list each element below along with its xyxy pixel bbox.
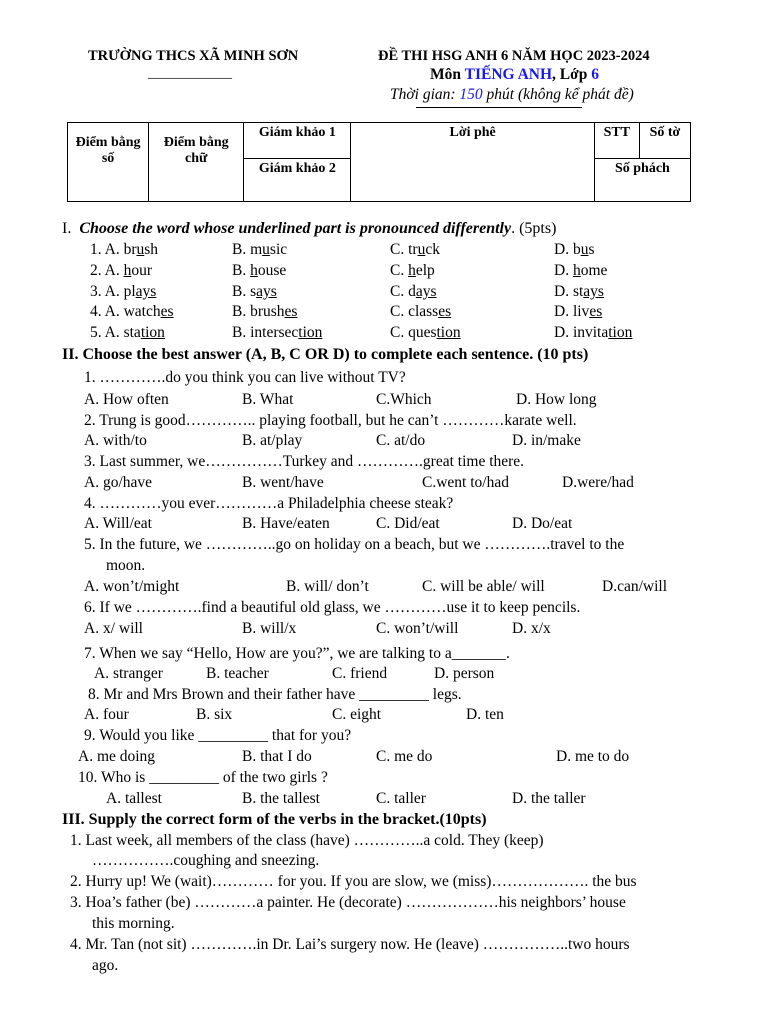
section-1-row-4-option-c: C. classes [390,303,452,320]
q6-option-b: B. will/x [242,620,297,637]
section-1-row-4-option-b: B. brushes [232,303,298,320]
q4-text: 4. …………you ever…………a Philadelphia cheese steak? [84,495,454,512]
section-1-heading [62,220,556,238]
score-number-cell: Điểm bằng số [68,123,149,202]
s3-item-4-cont: ago. [92,957,119,974]
section-1-title: Choose the word whose underlined part is pronounced differently [79,220,512,237]
q6-option-d: D. x/x [512,620,551,637]
time-value: 150 [459,86,483,103]
q1-option-c: C.Which [376,391,432,408]
s3-item-3: 3. Hoa’s father (be) …………a painter. He (decorate) ………………his neighbors’ house [70,894,626,911]
score-text-cell: Điểm bằng chữ [149,123,244,202]
section-1-row-3 [0,283,768,304]
section-1-row-2-option-a: 2. A. hour [90,262,153,279]
section-1-row-3-option-c: C. days [390,283,437,300]
q2-option-b: B. at/play [242,432,303,449]
q1-options [0,391,768,412]
time-prefix: Thời gian: [390,86,460,103]
section-1-points: . (5pts) [511,220,557,237]
grade-table [67,122,691,202]
section-1-row-3-option-a: 3. A. plays [90,283,157,300]
q5-text-cont: moon. [106,557,146,574]
q2-option-c: C. at/do [376,432,426,449]
q1-option-b: B. What [242,391,294,408]
subject-mid: , Lớp [552,66,592,83]
s3-item-1: 1. Last week, all members of the class (have) …………..a cold. They (keep) [70,832,544,849]
q3-text: 3. Last summer, we……………Turkey and ………….great time there. [84,453,525,470]
q1-text: 1. ………….do you think you can live without TV? [84,369,406,386]
school-name: TRƯỜNG THCS XÃ MINH SƠN [88,48,299,64]
section-1-numeral: I. [62,220,72,237]
section-1-row-4-option-a: 4. A. watches [90,303,174,320]
q8-options [0,706,768,727]
q6-option-a: A. x/ will [84,620,143,637]
q5-option-c: C. will be able/ will [422,578,545,595]
section-2-heading: II. Choose the best answer (A, B, C OR D) to complete each sentence. (10 pts) [62,346,589,363]
s3-item-1-cont: …………….coughing and sneezing. [92,852,320,869]
section-1-row-5-option-c: C. question [390,324,461,341]
time-line [390,86,634,104]
q7-option-b: B. teacher [206,665,269,682]
school-underline: ____________ [148,66,232,81]
q4-option-a: A. Will/eat [84,515,152,532]
q10-option-c: C. taller [376,790,426,807]
section-1-row-2-option-d: D. home [554,262,608,279]
q8-text: 8. Mr and Mrs Brown and their father have _________ legs. [88,686,462,703]
section-1-row-5-option-b: B. intersection [232,324,323,341]
q6-option-c: C. won’t/will [376,620,459,637]
q3-option-a: A. go/have [84,474,153,491]
q9-option-b: B. that I do [242,748,312,765]
examiner-2-cell: Giám khảo 2 [244,159,351,202]
s3-item-2: 2. Hurry up! We (wait)………… for you. If you are slow, we (miss)………………. the bus [70,873,637,890]
time-underline [416,107,582,108]
q9-options [0,748,768,769]
section-1-row-1-option-c: C. truck [390,241,440,258]
subject-line [430,66,599,84]
q5-options [0,578,768,599]
examiner-1-cell: Giám khảo 1 [244,123,351,159]
q3-option-c: C.went to/had [422,474,509,491]
subject-name: TIẾNG ANH [464,66,553,83]
section-1-row-1-option-a: 1. A. brush [90,241,159,258]
q10-option-a: A. tallest [106,790,162,807]
time-suffix: phút (không kể phát đề) [482,86,634,103]
q8-option-b: B. six [196,706,233,723]
q3-option-b: B. went/have [242,474,324,491]
section-1-row-3-option-d: D. stays [554,283,604,300]
q8-option-d: D. ten [466,706,504,723]
section-1-row-3-option-b: B. says [232,283,277,300]
q9-option-a: A. me doing [78,748,156,765]
q1-option-d: D. How long [516,391,597,408]
q7-option-c: C. friend [332,665,388,682]
q8-option-c: C. eight [332,706,382,723]
q4-option-d: D. Do/eat [512,515,573,532]
s3-item-3-cont: this morning. [92,915,175,932]
section-1-row-1-option-b: B. music [232,241,288,258]
section-1-row-1-option-d: D. bus [554,241,595,258]
q10-text: 10. Who is _________ of the two girls ? [78,769,328,786]
sheet-count-cell: Số tờ [639,123,690,159]
q9-option-d: D. me to do [556,748,630,765]
section-1-row-2-option-b: B. house [232,262,287,279]
q6-options [0,620,768,641]
comment-cell: Lời phê [351,123,594,202]
subject-prefix: Môn [430,66,465,83]
section-1-row-2 [0,262,768,283]
q5-option-a: A. won’t/might [84,578,180,595]
q5-option-d: D.can/will [602,578,667,595]
q9-option-c: C. me do [376,748,433,765]
section-1-row-4 [0,303,768,324]
q5-option-b: B. will/ don’t [286,578,369,595]
section-1-row-4-option-d: D. lives [554,303,603,320]
q7-option-d: D. person [434,665,495,682]
q8-option-a: A. four [84,706,129,723]
stt-cell: STT [594,123,639,159]
q7-options [0,665,768,686]
q2-text: 2. Trung is good………….. playing football, but he can’t …………karate well. [84,412,577,429]
q4-option-c: C. Did/eat [376,515,440,532]
q4-options [0,515,768,536]
q6-text: 6. If we ………….find a beautiful old glass, we …………use it to keep pencils. [84,599,581,616]
q3-options [0,474,768,495]
q9-text: 9. Would you like _________ that for you? [84,727,352,744]
s3-item-4: 4. Mr. Tan (not sit) ………….in Dr. Lai’s surgery now. He (leave) ……………..two hours [70,936,630,953]
section-3-heading: III. Supply the correct form of the verbs in the bracket.(10pts) [62,811,487,828]
exam-title: ĐỀ THI HSG ANH 6 NĂM HỌC 2023-2024 [378,48,650,64]
section-1-row-2-option-c: C. help [390,262,435,279]
q10-option-b: B. the tallest [242,790,320,807]
q10-option-d: D. the taller [512,790,586,807]
section-1-row-5 [0,324,768,345]
q2-option-a: A. with/to [84,432,147,449]
q2-options [0,432,768,453]
q4-option-b: B. Have/eaten [242,515,330,532]
section-1-row-5-option-a: 5. A. station [90,324,165,341]
subject-grade: 6 [591,66,599,83]
q3-option-d: D.were/had [562,474,634,491]
q2-option-d: D. in/make [512,432,581,449]
code-cell: Số phách [594,159,690,202]
q5-text: 5. In the future, we …………..go on holiday on a beach, but we ………….travel to the [84,536,625,553]
section-1-row-1 [0,241,768,262]
q7-option-a: A. stranger [94,665,163,682]
q1-option-a: A. How often [84,391,169,408]
section-1-row-5-option-d: D. invitation [554,324,633,341]
q7-text: 7. When we say “Hello, How are you?”, we are talking to a_______. [84,645,510,662]
q10-options [0,790,768,811]
